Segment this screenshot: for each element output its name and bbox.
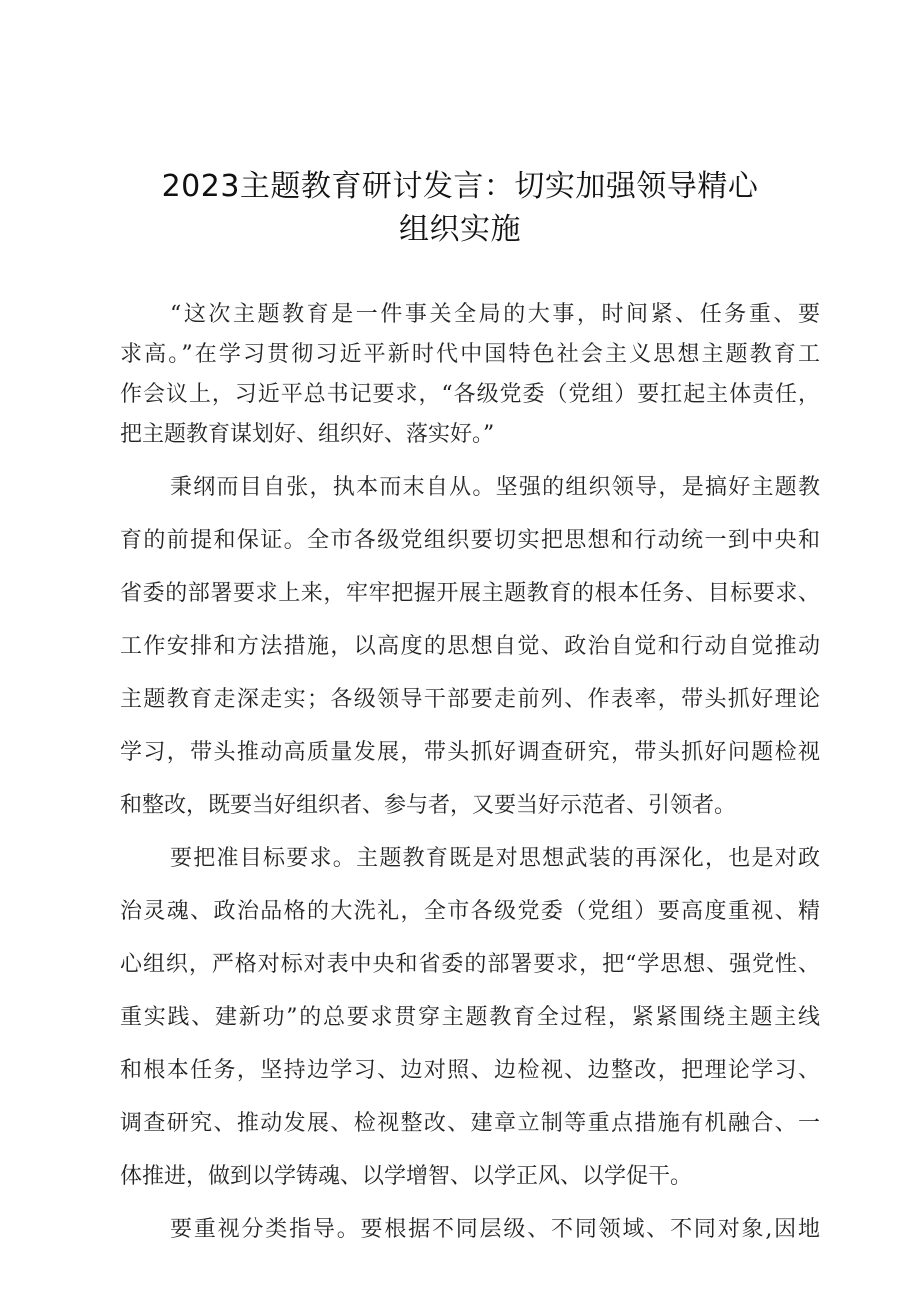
- title-line-2: 组织实施: [399, 212, 521, 247]
- paragraph-4-line-1: 要重视分类指导。要根据不同层级、不同领域、不同对象,因地: [170, 1217, 820, 1242]
- paragraph-2-line-5: 主题教育走深走实；各级领导干部要走前列、作表率，带头抓好理论: [120, 687, 820, 712]
- paragraph-3-line-5: 和根本任务，坚持边学习、边对照、边检视、边整改，把理论学习、: [120, 1058, 820, 1083]
- paragraph-3-line-7: 体推进，做到以学铸魂、以学增智、以学正风、以学促干。: [120, 1164, 693, 1189]
- paragraph-2-line-1: 秉纲而目自张，执本而末自从。坚强的组织领导，是搞好主题教: [170, 475, 820, 500]
- paragraph-1-line-4: 把主题教育谋划好、组织好、落实好。”: [120, 422, 495, 447]
- paragraph-1-line-1: “这次主题教育是一件事关全局的大事，时间紧、任务重、要: [170, 302, 820, 327]
- paragraph-3-line-2: 治灵魂、政治品格的大洗礼，全市各级党委（党组）要高度重视、精: [120, 899, 820, 924]
- paragraph-2-line-7: 和整改，既要当好组织者、参与者，又要当好示范者、引领者。: [120, 793, 737, 818]
- paragraph-1-line-2: 求高。”在学习贯彻习近平新时代中国特色社会主义思想主题教育工: [120, 342, 820, 367]
- paragraph-2-line-6: 学习，带头推动高质量发展，带头抓好调查研究，带头抓好问题检视: [120, 740, 820, 765]
- title-line-1: 2023主题教育研讨发言：切实加强领导精心: [161, 169, 759, 204]
- paragraph-3-line-3: 心组织，严格对标对表中央和省委的部署要求，把“学思想、强党性、: [120, 952, 820, 977]
- document-title: [0, 165, 920, 251]
- paragraph-3-line-4: 重实践、建新功”的总要求贯穿主题教育全过程，紧紧围绕主题主线: [120, 1005, 820, 1030]
- paragraph-2-line-4: 工作安排和方法措施，以高度的思想自觉、政治自觉和行动自觉推动: [120, 634, 820, 659]
- paragraph-2-line-2: 育的前提和保证。全市各级党组织要切实把思想和行动统一到中央和: [120, 528, 820, 553]
- paragraph-2-line-3: 省委的部署要求上来，牢牢把握开展主题教育的根本任务、目标要求、: [120, 581, 820, 606]
- paragraph-3-line-6: 调查研究、推动发展、检视整改、建章立制等重点措施有机融合、一: [120, 1111, 820, 1136]
- paragraph-1-line-3: 作会议上，习近平总书记要求，“各级党委（党组）要扛起主体责任，: [120, 382, 820, 407]
- paragraph-3-line-1: 要把准目标要求。主题教育既是对思想武装的再深化，也是对政: [170, 846, 820, 871]
